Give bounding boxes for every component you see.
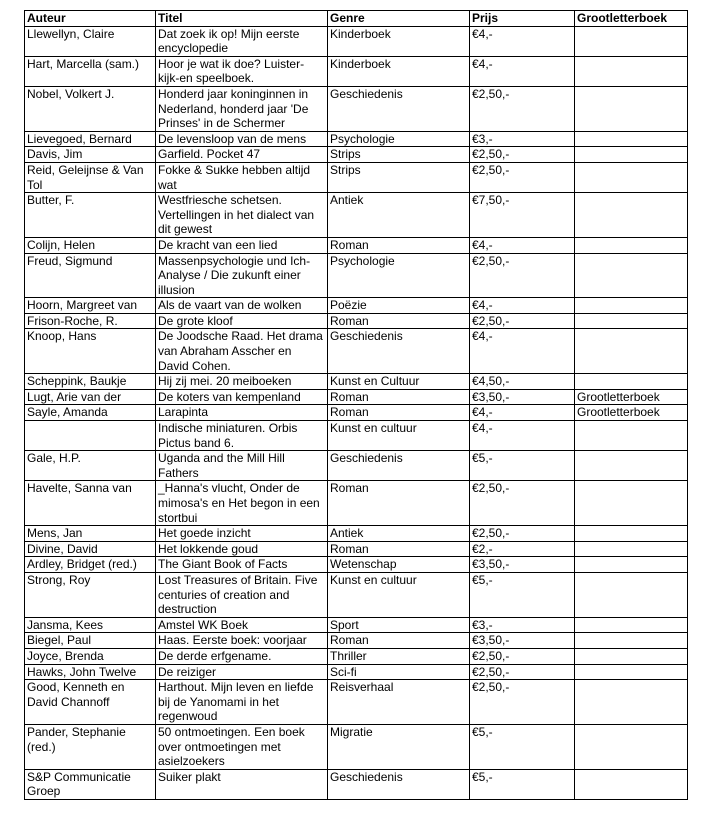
cell-genre: Roman [328,633,470,649]
cell-titel: De Joodsche Raad. Het drama van Abraham Asscher en David Cohen. [156,329,328,374]
cell-grootletterboek [575,648,688,664]
table-row [25,162,688,192]
cell-grootletterboek [575,617,688,633]
cell-titel: Het goede inzicht [156,526,328,542]
cell-genre: Geschiedenis [328,86,470,131]
cell-auteur: Hawks, John Twelve [25,664,156,680]
cell-genre: Antiek [328,193,470,238]
cell-auteur: Hoorn, Margreet van [25,298,156,314]
cell-titel: Garfield. Pocket 47 [156,147,328,163]
cell-auteur: Nobel, Volkert J. [25,86,156,131]
table-row [25,617,688,633]
cell-auteur: Jansma, Kees [25,617,156,633]
cell-prijs: €2,50,- [470,481,575,526]
table-row [25,405,688,421]
table-row [25,313,688,329]
cell-genre: Geschiedenis [328,329,470,374]
cell-genre: Roman [328,405,470,421]
cell-prijs: €4,- [470,421,575,451]
cell-titel: De kracht van een lied [156,237,328,253]
cell-auteur: Scheppink, Baukje [25,374,156,390]
cell-titel: 50 ontmoetingen. Een boek over ontmoetingen met asielzoekers [156,724,328,769]
cell-grootletterboek [575,193,688,238]
cell-titel: De koters van kempenland [156,389,328,405]
cell-titel: De grote kloof [156,313,328,329]
cell-titel: Westfriesche schetsen. Vertellingen in het dialect van dit gewest [156,193,328,238]
cell-auteur: Biegel, Paul [25,633,156,649]
cell-auteur: Sayle, Amanda [25,405,156,421]
cell-titel: Fokke & Sukke hebben altijd wat [156,162,328,192]
cell-auteur: Butter, F. [25,193,156,238]
cell-auteur: Freud, Sigmund [25,253,156,298]
cell-prijs: €2,50,- [470,147,575,163]
cell-titel: De reiziger [156,664,328,680]
cell-auteur: Gale, H.P. [25,451,156,481]
cell-prijs: €2,50,- [470,648,575,664]
header-row [25,11,688,27]
cell-grootletterboek [575,526,688,542]
table-row [25,572,688,617]
cell-grootletterboek [575,724,688,769]
cell-grootletterboek [575,298,688,314]
cell-auteur: Good, Kenneth en David Channoff [25,680,156,725]
cell-auteur: Pander, Stephanie (red.) [25,724,156,769]
table-row [25,298,688,314]
cell-titel: Honderd jaar koninginnen in Nederland, honderd jaar 'De Prinses' in de Schermer [156,86,328,131]
cell-grootletterboek [575,451,688,481]
cell-genre: Kinderboek [328,56,470,86]
cell-auteur: Llewellyn, Claire [25,26,156,56]
cell-genre: Roman [328,237,470,253]
cell-titel: Het lokkende goud [156,541,328,557]
cell-titel: De derde erfgename. [156,648,328,664]
cell-grootletterboek [575,253,688,298]
cell-prijs: €2,50,- [470,162,575,192]
header-grootletterboek: Grootletterboek [575,11,688,27]
cell-prijs: €4,- [470,298,575,314]
cell-genre: Sci-fi [328,664,470,680]
table-row [25,131,688,147]
cell-genre: Kunst en cultuur [328,572,470,617]
header-titel: Titel [156,11,328,27]
cell-genre: Roman [328,389,470,405]
cell-genre: Migratie [328,724,470,769]
cell-genre: Strips [328,147,470,163]
cell-genre: Psychologie [328,253,470,298]
cell-grootletterboek [575,237,688,253]
cell-prijs: €3,- [470,131,575,147]
cell-genre: Kunst en Cultuur [328,374,470,390]
cell-genre: Strips [328,162,470,192]
cell-grootletterboek [575,26,688,56]
cell-genre: Roman [328,313,470,329]
cell-titel: Uganda and the Mill Hill Fathers [156,451,328,481]
table-row [25,526,688,542]
cell-titel: Lost Treasures of Britain. Five centuries of creation and destruction [156,572,328,617]
table-row [25,329,688,374]
cell-genre: Roman [328,541,470,557]
table-row [25,26,688,56]
cell-prijs: €2,50,- [470,526,575,542]
cell-grootletterboek [575,633,688,649]
cell-titel: Dat zoek ik op! Mijn eerste encyclopedie [156,26,328,56]
table-row [25,557,688,573]
cell-auteur: Havelte, Sanna van [25,481,156,526]
cell-titel: Hoor je wat ik doe? Luister- kijk-en speelboek. [156,56,328,86]
cell-prijs: €5,- [470,451,575,481]
cell-titel: De levensloop van de mens [156,131,328,147]
table-row [25,421,688,451]
cell-grootletterboek [575,374,688,390]
table-row [25,253,688,298]
cell-titel: _Hanna's vlucht, Onder de mimosa's en Het begon in een stortbui [156,481,328,526]
cell-grootletterboek [575,557,688,573]
cell-prijs: €2,- [470,541,575,557]
cell-grootletterboek [575,769,688,799]
cell-grootletterboek: Grootletterboek [575,405,688,421]
cell-auteur: Colijn, Helen [25,237,156,253]
cell-titel: Suiker plakt [156,769,328,799]
cell-prijs: €5,- [470,572,575,617]
cell-prijs: €4,- [470,329,575,374]
header-prijs: Prijs [470,11,575,27]
cell-prijs: €2,50,- [470,664,575,680]
cell-prijs: €2,50,- [470,680,575,725]
table-row [25,86,688,131]
cell-titel: Harthout. Mijn leven en liefde bij de Yanomami in het regenwoud [156,680,328,725]
cell-titel: The Giant Book of Facts [156,557,328,573]
cell-auteur: Mens, Jan [25,526,156,542]
table-row [25,680,688,725]
cell-auteur: Lugt, Arie van der [25,389,156,405]
cell-grootletterboek [575,664,688,680]
cell-genre: Antiek [328,526,470,542]
table-row [25,664,688,680]
cell-prijs: €3,50,- [470,557,575,573]
cell-prijs: €4,- [470,237,575,253]
table-row [25,769,688,799]
cell-prijs: €7,50,- [470,193,575,238]
cell-genre: Geschiedenis [328,769,470,799]
cell-titel: Larapinta [156,405,328,421]
cell-genre: Kunst en cultuur [328,421,470,451]
table-row [25,724,688,769]
cell-grootletterboek [575,162,688,192]
cell-prijs: €4,- [470,26,575,56]
cell-titel: Indische miniaturen. Orbis Pictus band 6. [156,421,328,451]
cell-auteur: S&P Communicatie Groep [25,769,156,799]
cell-titel: Amstel WK Boek [156,617,328,633]
cell-titel: Massenpsychologie und Ich-Analyse / Die zukunft einer illusion [156,253,328,298]
table-row [25,648,688,664]
cell-grootletterboek [575,131,688,147]
header-auteur: Auteur [25,11,156,27]
cell-prijs: €5,- [470,724,575,769]
cell-auteur: Davis, Jim [25,147,156,163]
cell-prijs: €5,- [470,769,575,799]
table-row [25,451,688,481]
table-body [25,26,688,799]
cell-grootletterboek [575,56,688,86]
cell-grootletterboek [575,481,688,526]
cell-titel: Haas. Eerste boek: voorjaar [156,633,328,649]
cell-prijs: €2,50,- [470,86,575,131]
table-row [25,193,688,238]
cell-genre: Sport [328,617,470,633]
cell-genre: Roman [328,481,470,526]
cell-prijs: €2,50,- [470,313,575,329]
cell-auteur: Hart, Marcella (sam.) [25,56,156,86]
cell-titel: Hij zij mei. 20 meiboeken [156,374,328,390]
cell-prijs: €4,50,- [470,374,575,390]
cell-auteur: Divine, David [25,541,156,557]
cell-genre: Reisverhaal [328,680,470,725]
cell-prijs: €2,50,- [470,253,575,298]
table-row [25,633,688,649]
cell-grootletterboek [575,421,688,451]
cell-genre: Psychologie [328,131,470,147]
cell-auteur [25,421,156,451]
cell-grootletterboek [575,541,688,557]
cell-prijs: €4,- [470,405,575,421]
cell-auteur: Strong, Roy [25,572,156,617]
cell-genre: Kinderboek [328,26,470,56]
cell-grootletterboek [575,329,688,374]
cell-auteur: Frison-Roche, R. [25,313,156,329]
table-row [25,374,688,390]
book-price-table [24,10,688,800]
cell-auteur: Knoop, Hans [25,329,156,374]
cell-grootletterboek: Grootletterboek [575,389,688,405]
table-row [25,389,688,405]
cell-auteur: Lievegoed, Bernard [25,131,156,147]
cell-genre: Wetenschap [328,557,470,573]
cell-prijs: €3,- [470,617,575,633]
cell-grootletterboek [575,680,688,725]
header-genre: Genre [328,11,470,27]
cell-genre: Poëzie [328,298,470,314]
cell-grootletterboek [575,572,688,617]
cell-genre: Geschiedenis [328,451,470,481]
cell-auteur: Joyce, Brenda [25,648,156,664]
cell-grootletterboek [575,147,688,163]
cell-grootletterboek [575,86,688,131]
cell-auteur: Ardley, Bridget (red.) [25,557,156,573]
table-row [25,147,688,163]
cell-auteur: Reid, Geleijnse & Van Tol [25,162,156,192]
cell-titel: Als de vaart van de wolken [156,298,328,314]
table-row [25,541,688,557]
cell-grootletterboek [575,313,688,329]
cell-prijs: €4,- [470,56,575,86]
cell-prijs: €3,50,- [470,633,575,649]
table-row [25,237,688,253]
cell-genre: Thriller [328,648,470,664]
cell-prijs: €3,50,- [470,389,575,405]
table-row [25,56,688,86]
table-row [25,481,688,526]
